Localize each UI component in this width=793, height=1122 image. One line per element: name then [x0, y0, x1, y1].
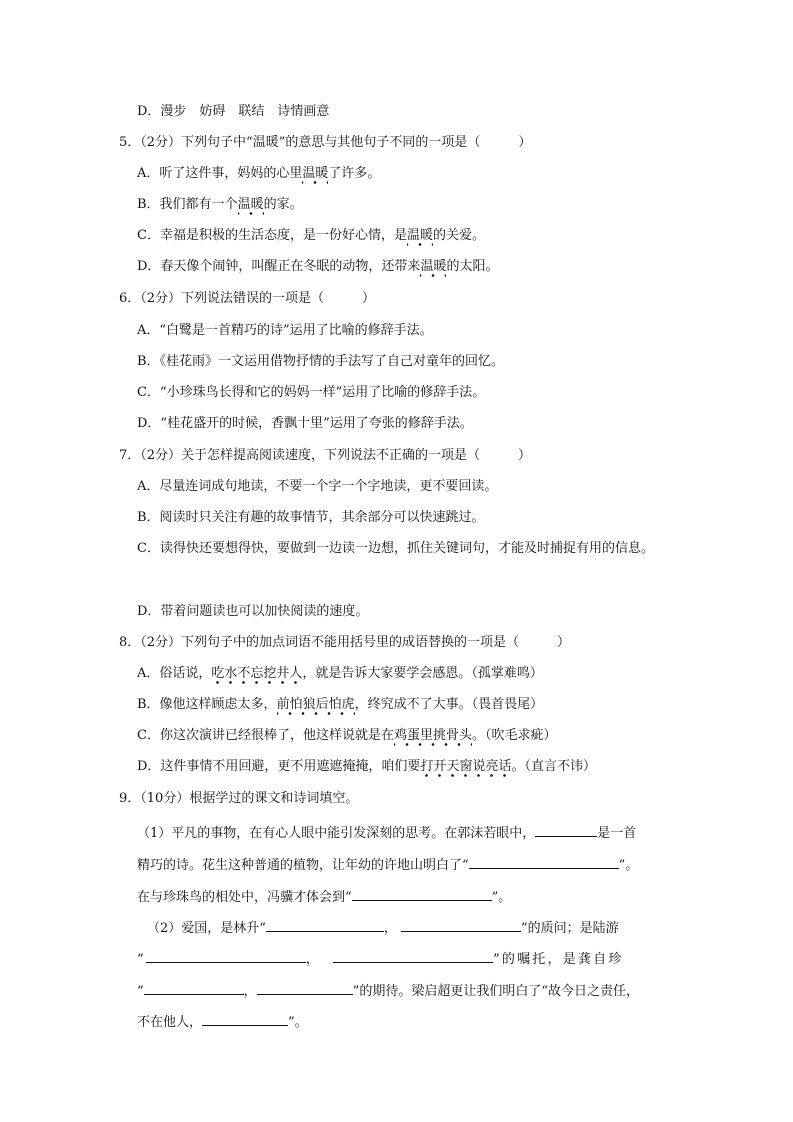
q8-stem: 8．（2分）下列句子中的加点词语不能用括号里的成语替换的一项是（ ）: [119, 635, 571, 650]
q5-stem: 5．（2分）下列句子中“温暖”的意思与其他句子不同的一项是（ ）: [119, 135, 532, 150]
answer-blank[interactable]: [266, 917, 384, 932]
dotted-word: 前怕狼后怕虎: [277, 697, 355, 716]
q9-part1-line1: （1）平凡的事物，在有心人眼中能引发深刻的思考。在郭沫若眼中， 是一首: [137, 822, 636, 843]
q6-option-d: D．“桂花盛开的时候，香飘十里”运用了夸张的修辞手法。: [137, 416, 473, 431]
answer-blank[interactable]: [144, 980, 244, 995]
q7-option-c: C．读得快还要想得快，要做到一边读一边想，抓住关键词句，才能及时捕捉有用的信息。: [137, 541, 654, 556]
q9-part2-line3: “ ， ”的期待。梁启超更让我们明白了“故今日之责任，: [137, 980, 639, 1001]
q7-option-d: D．带着问题读也可以加快阅读的速度。: [137, 604, 369, 619]
answer-blank[interactable]: [535, 822, 597, 837]
q7-option-b: B．阅读时只关注有趣的故事情节，其余部分可以快速跳过。: [137, 510, 485, 525]
q6-stem: 6．（2分）下列说法错误的一项是（ ）: [119, 291, 376, 306]
q7-stem: 7．（2分）关于怎样提高阅读速度，下列说法不正确的一项是（ ）: [119, 448, 532, 463]
dotted-word: 温暖: [302, 166, 328, 185]
dotted-word: 打开天窗说亮话: [420, 759, 511, 778]
dotted-word: 鸡蛋里挑骨头: [394, 728, 472, 747]
q9-part1-line2: 精巧的诗。花生这种普通的植物，让年幼的许地山明白了“ ”。: [137, 854, 638, 875]
q6-option-c: C．“小珍珠鸟长得和它的妈妈一样”运用了比喻的修辞手法。: [137, 385, 486, 400]
q9-part2-line2: “ ， ”的嘱托，是龚自珍: [137, 948, 624, 969]
q7-option-a: A．尽量连词成句地读，不要一个字一个字地读，更不要回读。: [137, 479, 498, 494]
answer-blank[interactable]: [257, 980, 353, 995]
q5-option-c: C．幸福是积极的生活态度，是一份好心情，是温暖的关爱。: [137, 227, 485, 245]
answer-blank[interactable]: [333, 948, 493, 963]
dotted-word: 温暖: [420, 259, 446, 278]
q8-option-d: D．这件事情不用回避，更不用遮遮掩掩，咱们要打开天窗说亮话。（直言不讳）: [137, 758, 596, 776]
answer-blank[interactable]: [469, 854, 619, 869]
dotted-word: 温暖: [238, 197, 264, 216]
q9-part2-line1: （2）爱国，是林升“ ， ”的质问；是陆游: [147, 917, 619, 938]
q8-option-b: B．像他这样顾虑太多，前怕狼后怕虎，终究成不了大事。（畏首畏尾）: [137, 696, 543, 714]
q9-part1-line3: 在与珍珠鸟的相处中，冯骥才体会到“ ”。: [137, 886, 511, 907]
q5-option-b: B．我们都有一个温暖的家。: [137, 196, 303, 214]
q4-option-d: D．漫步 妨碍 联结 诗情画意: [137, 104, 330, 119]
q9-part2-line4: 不在他人， ”。: [137, 1011, 308, 1032]
q9-stem: 9．（10分）根据学过的课文和诗词填空。: [119, 791, 359, 806]
answer-blank[interactable]: [202, 1011, 288, 1026]
q8-option-a: A．俗话说，吃水不忘挖井人，就是告诉大家要学会感恩。（孤掌难鸣）: [137, 665, 543, 683]
answer-blank[interactable]: [352, 886, 492, 901]
dotted-word: 温暖: [407, 228, 433, 247]
q6-option-a: A．“白鹭是一首精巧的诗”运用了比喻的修辞手法。: [137, 323, 433, 338]
q6-option-b: B．《桂花雨》一文运用借物抒情的手法写了自己对童年的回忆。: [137, 354, 505, 369]
dotted-word: 吃水不忘挖井人: [211, 666, 302, 685]
answer-blank[interactable]: [401, 917, 521, 932]
answer-blank[interactable]: [146, 948, 306, 963]
q5-option-a: A．听了这件事，妈妈的心里温暖了许多。: [137, 165, 380, 183]
q5-option-d: D．春天像个闹钟，叫醒正在冬眠的动物，还带来温暖的太阳。: [137, 258, 498, 276]
q8-option-c: C．你这次演讲已经很棒了，他这样说就是在鸡蛋里挑骨头。（吹毛求疵）: [137, 727, 556, 745]
